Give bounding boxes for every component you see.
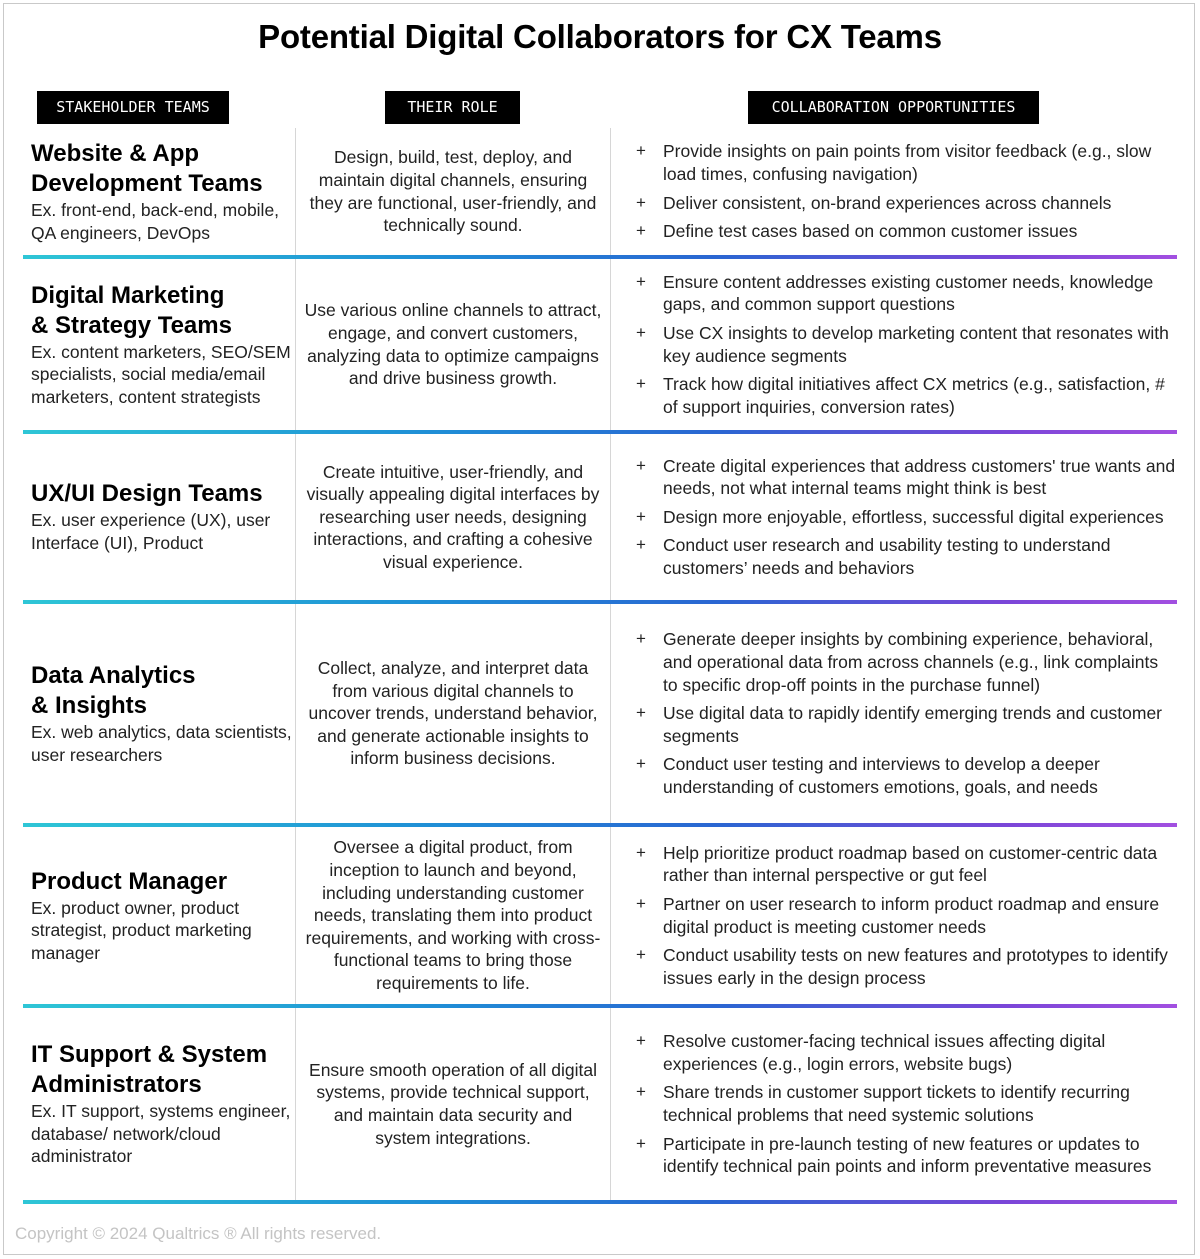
list-item: [636, 220, 1177, 243]
table-row: [23, 604, 1177, 827]
list-item: [636, 192, 1177, 215]
team-cell: [31, 827, 293, 1004]
opportunity-text: Help prioritize product roadmap based on customer-centric data rather than internal perspective or gut feel: [663, 842, 1158, 886]
list-item: [636, 373, 1177, 418]
table-row: [23, 827, 1177, 1008]
table-row: [23, 128, 1177, 259]
role-cell: [295, 1008, 611, 1200]
opportunities-cell: [611, 128, 1177, 255]
list-item: [636, 534, 1177, 579]
list-item: [636, 271, 1177, 316]
role-text: Use various online channels to attract, engage, and convert customers, analyzing data to optimize campaigns and drive business growth.: [304, 300, 602, 389]
list-item: [636, 506, 1177, 529]
plus-icon: +: [636, 1082, 646, 1102]
opportunities-cell: [611, 1008, 1177, 1200]
table-row: [23, 434, 1177, 604]
team-name-line1: Digital Marketing: [31, 281, 225, 309]
plus-icon: +: [636, 455, 646, 475]
team-name-line2: Development Teams: [31, 169, 263, 197]
plus-icon: +: [636, 945, 646, 965]
team-examples: Ex. user experience (UX), user Interface (UI), Product: [31, 510, 271, 553]
opportunity-text: Conduct user research and usability testing to understand customers’ needs and behaviors: [663, 535, 1111, 578]
role-cell: [295, 604, 611, 823]
team-examples: Ex. IT support, systems engineer, database/ network/cloud administrator: [31, 1101, 291, 1167]
opportunity-text: Share trends in customer support tickets to identify recurring technical problems that need systemic solutions: [663, 1082, 1130, 1125]
plus-icon: +: [636, 374, 646, 394]
list-item: [636, 322, 1177, 367]
opportunity-text: Conduct usability tests on new features and prototypes to identify issues early in the design process: [663, 945, 1168, 988]
plus-icon: +: [636, 221, 646, 241]
role-cell: [295, 259, 611, 430]
plus-icon: +: [636, 703, 646, 723]
page-title: Potential Digital Collaborators for CX Teams: [258, 18, 942, 55]
opportunity-text: Provide insights on pain points from visitor feedback (e.g., slow load times, confusing navigation): [663, 141, 1152, 184]
team-name-line1: Product Manager: [31, 867, 228, 895]
team-cell: [31, 1008, 293, 1200]
opportunity-text: Partner on user research to inform product roadmap and ensure digital product is meeting customer needs: [663, 893, 1160, 937]
row-divider: [23, 1200, 1177, 1204]
opportunities-cell: [611, 827, 1177, 1004]
opportunity-text: Design more enjoyable, effortless, successful digital experiences: [663, 506, 1164, 527]
team-examples: Ex. front-end, back-end, mobile, QA engineers, DevOps: [31, 199, 280, 243]
opportunity-text: Define test cases based on common customer issues: [663, 221, 1078, 242]
plus-icon: +: [636, 535, 646, 555]
list-item: [636, 628, 1177, 696]
plus-icon: +: [636, 192, 646, 212]
header-their-role: THEIR ROLE: [385, 91, 520, 124]
table-row: [23, 259, 1177, 434]
role-cell: [295, 128, 611, 255]
team-name-line1: Data Analytics: [31, 661, 196, 689]
team-name-line1: Website & App: [31, 139, 200, 167]
plus-icon: +: [636, 271, 646, 291]
opportunity-text: Deliver consistent, on-brand experiences across channels: [663, 192, 1112, 213]
list-item: [636, 1133, 1177, 1178]
team-cell: [31, 128, 293, 255]
list-item: [636, 140, 1177, 185]
opportunity-text: Ensure content addresses existing customer needs, knowledge gaps, and common support questions: [663, 271, 1154, 315]
header-collaboration-opportunities: COLLABORATION OPPORTUNITIES: [748, 91, 1039, 124]
table-row: [23, 1008, 1177, 1204]
plus-icon: +: [636, 893, 646, 913]
role-text: Ensure smooth operation of all digital systems, provide technical support, and maintain data security and system integrations.: [309, 1059, 597, 1148]
list-item: [636, 842, 1177, 887]
team-examples: Ex. web analytics, data scientists, user researchers: [31, 721, 292, 765]
collaborators-table: [23, 128, 1177, 1204]
list-item: [636, 702, 1177, 747]
plus-icon: +: [636, 141, 646, 161]
opportunities-cell: [611, 259, 1177, 430]
team-name-line2: & Insights: [31, 691, 148, 719]
copyright-notice: Copyright © 2024 Qualtrics ® All rights reserved.: [15, 1224, 382, 1243]
plus-icon: +: [636, 1133, 646, 1153]
opportunity-text: Track how digital initiatives affect CX metrics (e.g., satisfaction, # of support inquiries, conversion rates): [663, 374, 1165, 417]
plus-icon: +: [636, 842, 646, 862]
role-text: Create intuitive, user-friendly, and visually appealing digital interfaces by researching user needs, designing interactions, and crafting a cohesive visual experience.: [306, 461, 600, 572]
team-cell: [31, 259, 293, 430]
team-examples: Ex. product owner, product strategist, product marketing manager: [31, 897, 252, 963]
team-name-line1: UX/UI Design Teams: [31, 480, 263, 508]
team-cell: [31, 604, 293, 823]
team-name-line2: & Strategy Teams: [31, 311, 232, 339]
list-item: [636, 893, 1177, 938]
plus-icon: +: [636, 1031, 646, 1051]
opportunity-text: Resolve customer-facing technical issues affecting digital experiences (e.g., login errors, website bugs): [663, 1031, 1106, 1074]
plus-icon: +: [636, 506, 646, 526]
role-text: Collect, analyze, and interpret data from various digital channels to uncover trends, understand behavior, and generate actionable insights to inform business decisions.: [308, 658, 598, 769]
list-item: [636, 455, 1177, 500]
list-item: [636, 1030, 1177, 1075]
team-name-line1: IT Support & System: [31, 1041, 268, 1069]
role-cell: [295, 434, 611, 600]
role-cell: [295, 827, 611, 1004]
list-item: [636, 753, 1177, 798]
plus-icon: +: [636, 754, 646, 774]
team-examples: Ex. content marketers, SEO/SEM specialists, social media/email marketers, content strategists: [31, 341, 291, 407]
opportunity-text: Use CX insights to develop marketing content that resonates with key audience segments: [663, 322, 1169, 366]
team-cell: [31, 434, 293, 600]
opportunity-text: Generate deeper insights by combining experience, behavioral, and operational data from across channels (e.g., link complaints to specific drop-off points in the purchase funnel): [663, 629, 1159, 695]
plus-icon: +: [636, 322, 646, 342]
role-text: Design, build, test, deploy, and maintain digital channels, ensuring they are functional, user-friendly, and technically sound.: [309, 147, 597, 236]
opportunities-cell: [611, 434, 1177, 600]
opportunity-text: Participate in pre-launch testing of new features or updates to identify technical pain points and inform preventative measures: [663, 1133, 1152, 1177]
team-name-line2: Administrators: [31, 1071, 202, 1099]
plus-icon: +: [636, 629, 646, 649]
opportunity-text: Create digital experiences that address customers' true wants and needs, not what internal teams might think is best: [663, 455, 1176, 499]
header-stakeholder-teams: STAKEHOLDER TEAMS: [37, 91, 229, 124]
opportunity-text: Conduct user testing and interviews to develop a deeper understanding of customers emotions, goals, and needs: [663, 754, 1100, 797]
list-item: [636, 944, 1177, 989]
list-item: [636, 1081, 1177, 1126]
opportunity-text: Use digital data to rapidly identify emerging trends and customer segments: [663, 703, 1163, 746]
opportunities-cell: [611, 604, 1177, 823]
role-text: Oversee a digital product, from inception to launch and beyond, including understanding customer needs, translating them into product requirements, and working with cross-functional teams to bring those requirements to life.: [305, 837, 601, 993]
